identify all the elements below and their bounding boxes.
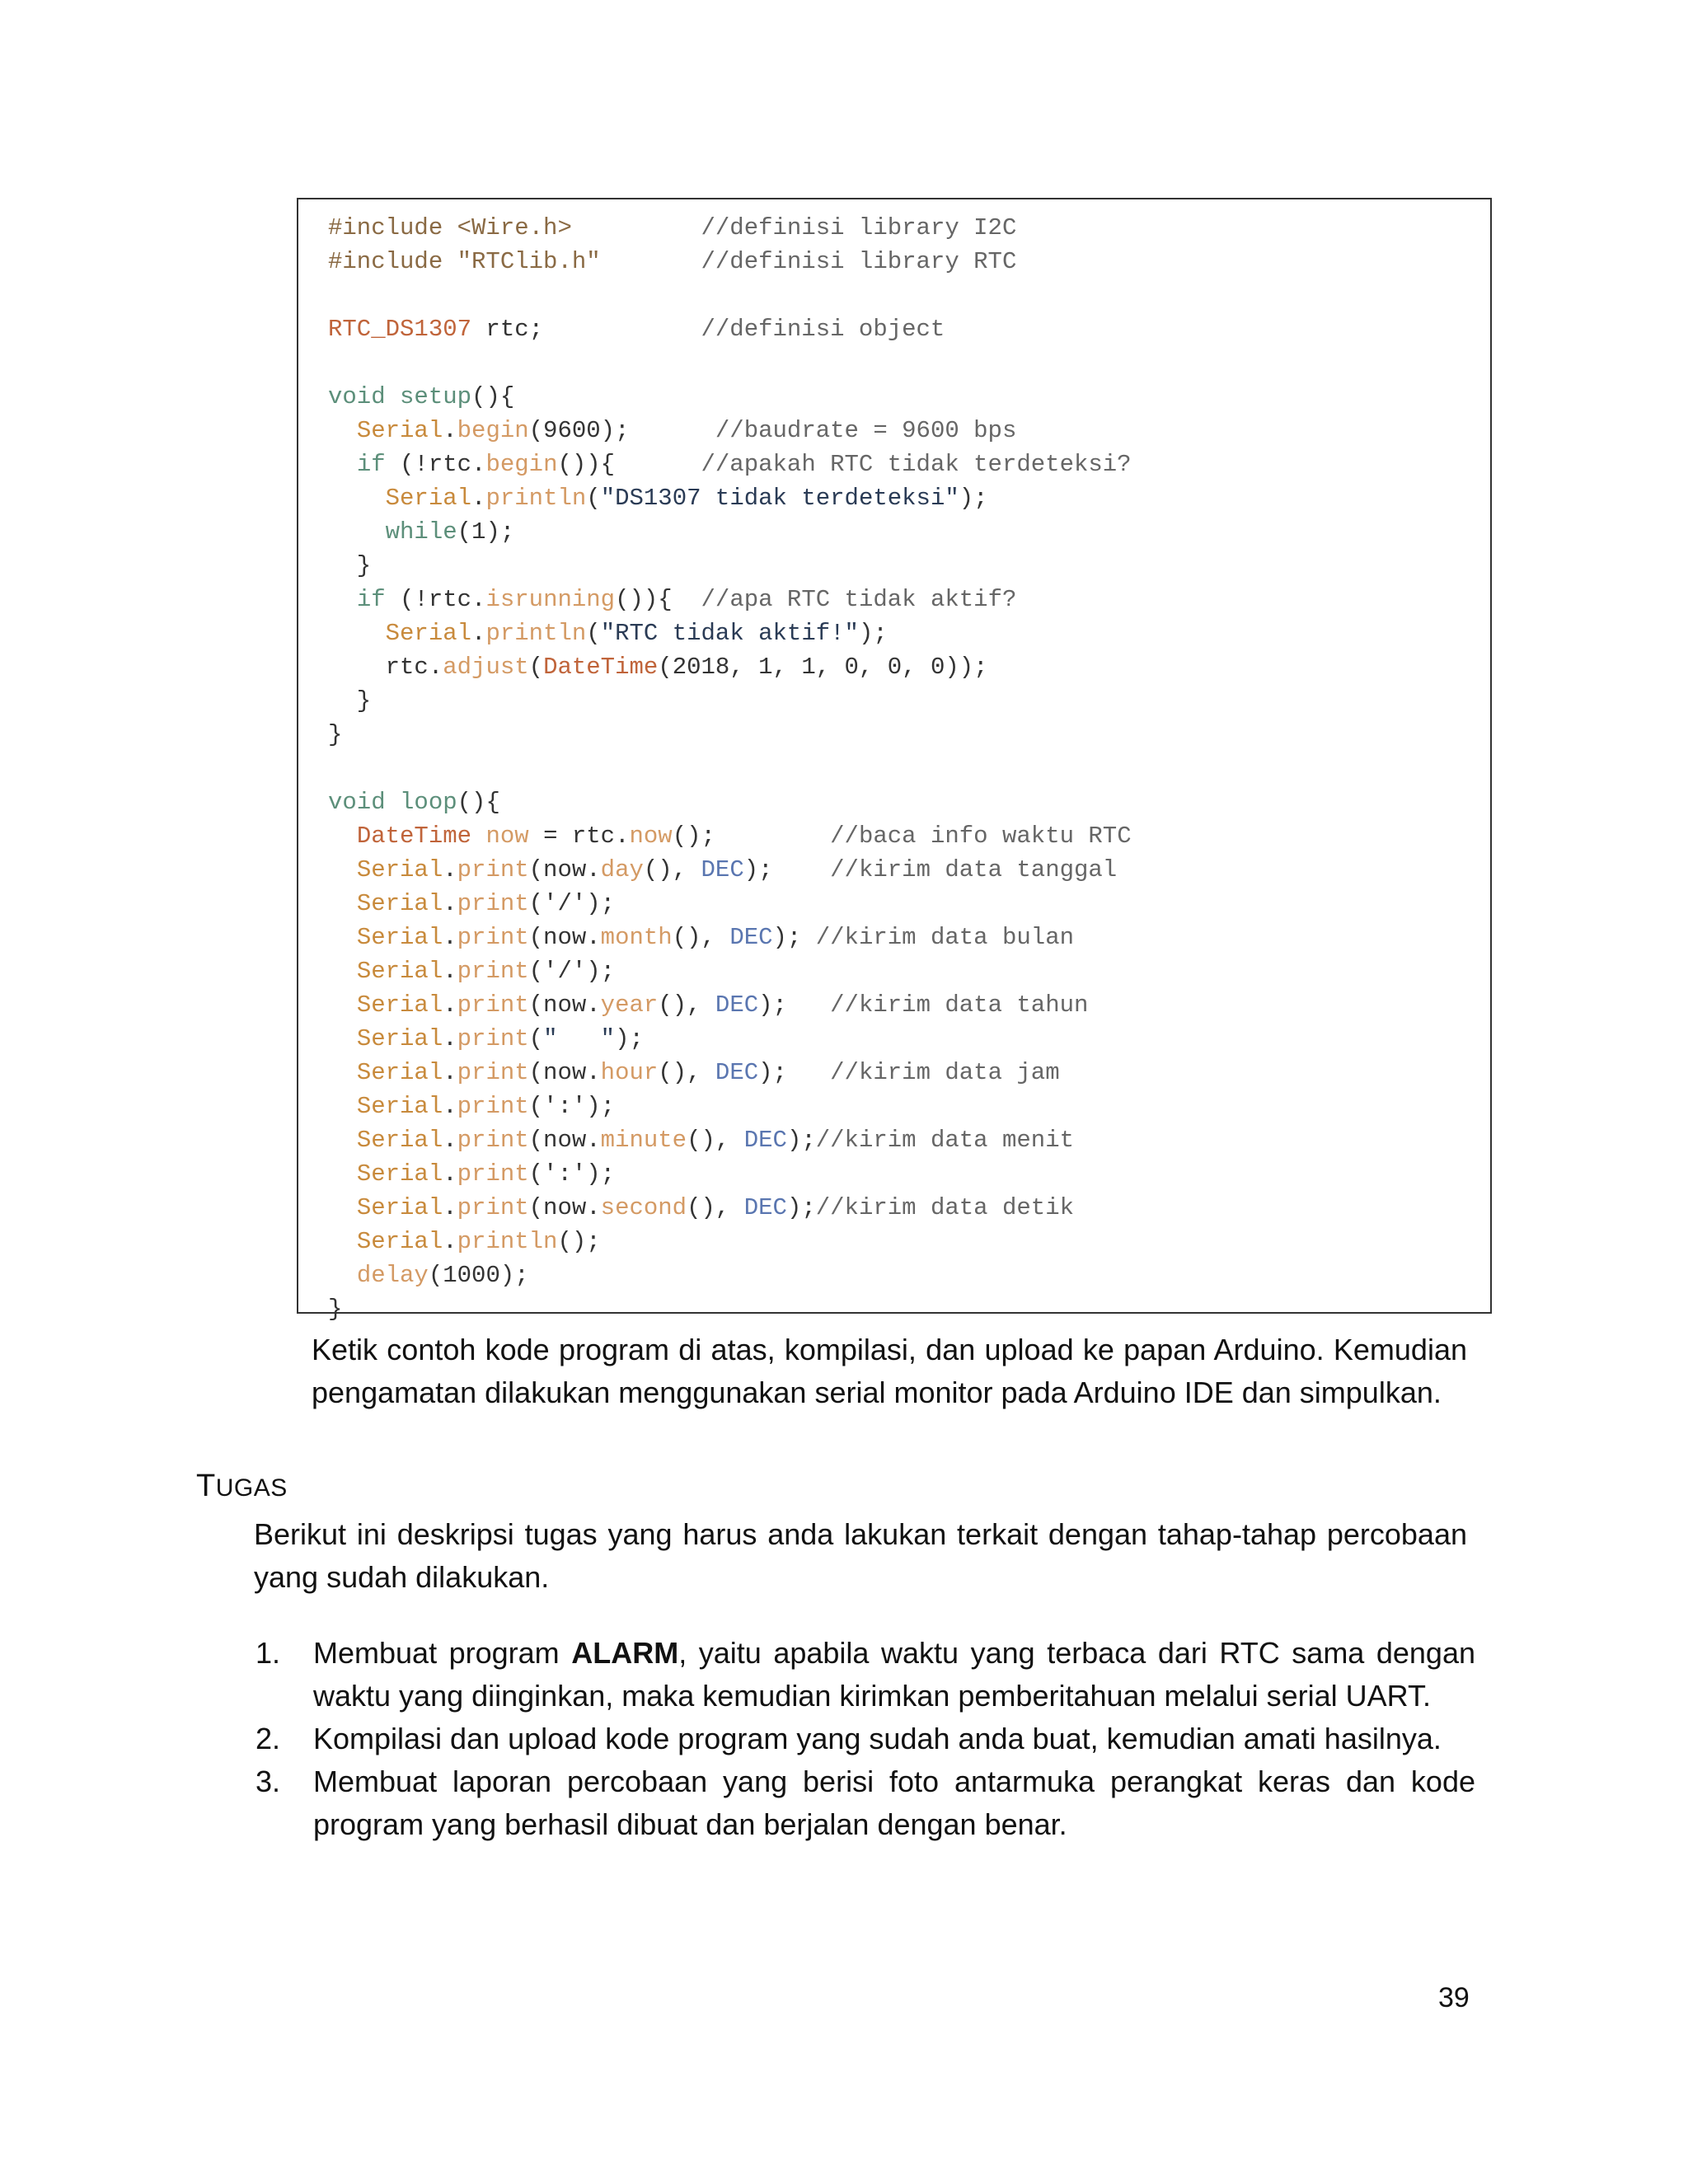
- code-token: //kirim data bulan: [815, 924, 1075, 951]
- code-token: Serial: [356, 1093, 443, 1120]
- code-token: Serial: [356, 1228, 443, 1255]
- code-token: Serial: [356, 856, 443, 883]
- code-token: rtc;: [471, 316, 701, 343]
- code-token: delay: [356, 1262, 429, 1289]
- code-line: [328, 583, 1132, 616]
- code-token: print: [457, 991, 529, 1019]
- code-token: [328, 1228, 357, 1255]
- code-token: DEC: [743, 1194, 787, 1221]
- code-line: [328, 616, 1132, 650]
- code-line: [328, 279, 1132, 312]
- code-token: RTC_DS1307: [328, 316, 472, 343]
- task-item-3: [256, 1760, 1475, 1846]
- code-token: .: [443, 1093, 457, 1120]
- code-listing: [328, 211, 1132, 1326]
- page-number: 39: [1438, 1982, 1470, 2013]
- code-token: begin: [485, 451, 558, 478]
- code-token: (){: [457, 789, 500, 816]
- code-token: isrunning: [485, 586, 616, 613]
- code-token: );: [772, 924, 816, 951]
- code-token: print: [457, 1093, 529, 1120]
- code-line: [328, 414, 1132, 448]
- task-number: 3.: [256, 1765, 281, 1798]
- code-token: (),: [672, 924, 730, 951]
- code-token: //definisi library I2C: [701, 214, 1017, 241]
- code-token: println: [485, 485, 587, 512]
- code-token: print: [457, 1025, 529, 1052]
- code-token: [328, 1093, 357, 1120]
- code-token: [328, 620, 386, 647]
- code-token: [328, 823, 357, 850]
- code-token: [328, 586, 357, 613]
- code-token: [328, 991, 357, 1019]
- code-token: [328, 417, 357, 444]
- task-text: Membuat laporan percobaan yang berisi foto antarmuka perangkat keras dan kode program yang berhasil dibuat dan berjalan dengan benar.: [313, 1765, 1475, 1841]
- code-token: if: [356, 451, 386, 478]
- code-token: (!rtc.: [385, 451, 486, 478]
- code-token: print: [457, 856, 529, 883]
- code-token: print: [457, 924, 529, 951]
- code-token: DEC: [701, 856, 744, 883]
- code-token: ()){: [615, 586, 701, 613]
- code-token: print: [457, 1059, 529, 1086]
- code-token: (2018, 1, 1, 0, 0, 0));: [658, 654, 988, 681]
- code-token: );: [786, 1194, 816, 1221]
- code-line: [328, 380, 1132, 414]
- code-token: (1000);: [428, 1262, 529, 1289]
- code-token: );: [959, 485, 988, 512]
- code-token: (: [528, 654, 544, 681]
- code-token: (),: [658, 991, 715, 1019]
- code-line: [328, 988, 1132, 1022]
- code-token: (: [528, 1025, 544, 1052]
- code-token: Serial: [356, 958, 443, 985]
- code-token: .: [443, 1127, 457, 1154]
- code-line: [328, 346, 1132, 380]
- code-line: [328, 853, 1132, 887]
- code-token: //baudrate = 9600 bps: [715, 417, 1017, 444]
- code-token: //kirim data tahun: [830, 991, 1089, 1019]
- code-token: Serial: [385, 620, 472, 647]
- code-line: [328, 650, 1132, 684]
- code-token: (now.: [528, 1127, 601, 1154]
- code-token: setup: [400, 383, 472, 410]
- code-token: (),: [658, 1059, 715, 1086]
- code-line: [328, 211, 1132, 245]
- code-token: (now.: [528, 991, 601, 1019]
- code-token: Serial: [356, 890, 443, 917]
- code-token: //apa RTC tidak aktif?: [701, 586, 1017, 613]
- code-listing-box: [297, 198, 1492, 1323]
- code-token: .: [443, 1160, 457, 1188]
- code-token: day: [600, 856, 644, 883]
- code-line: [328, 1123, 1132, 1157]
- task-text: Kompilasi dan upload kode program yang sudah anda buat, kemudian amati hasilnya.: [313, 1722, 1442, 1755]
- code-token: [328, 890, 357, 917]
- code-token: [328, 1025, 357, 1052]
- code-token: (now.: [528, 924, 601, 951]
- task-item-1: [256, 1632, 1475, 1718]
- code-token: print: [457, 1127, 529, 1154]
- heading-rest: UGAS: [215, 1474, 288, 1502]
- code-line: [328, 1090, 1132, 1123]
- code-token: [328, 1127, 357, 1154]
- code-token: .: [443, 1025, 457, 1052]
- code-token: //baca info waktu RTC: [830, 823, 1132, 850]
- code-token: second: [600, 1194, 687, 1221]
- code-token: //kirim data menit: [815, 1127, 1075, 1154]
- code-token: .: [443, 1059, 457, 1086]
- code-token: loop: [400, 789, 457, 816]
- code-token: .: [443, 924, 457, 951]
- code-token: [386, 789, 400, 816]
- code-token: DEC: [715, 1059, 759, 1086]
- code-line: [328, 1191, 1132, 1225]
- code-token: = rtc.: [528, 823, 630, 850]
- code-token: print: [457, 1194, 529, 1221]
- task-number: 2.: [256, 1722, 281, 1755]
- code-token: println: [485, 620, 587, 647]
- section-heading-tugas: [196, 1469, 288, 1504]
- code-token: //apakah RTC tidak terdeteksi?: [701, 451, 1132, 478]
- code-line: [328, 819, 1132, 853]
- code-token: adjust: [443, 654, 529, 681]
- heading-initial: T: [196, 1469, 216, 1503]
- code-token: Serial: [356, 991, 443, 1019]
- code-token: begin: [457, 417, 529, 444]
- code-line: [328, 785, 1132, 819]
- code-token: hour: [600, 1059, 659, 1086]
- instructions-paragraph: Ketik contoh kode program di atas, kompilasi, dan upload ke papan Arduino. Kemudian pengamatan dilakukan menggunakan serial monitor pada Arduino IDE dan simpulkan.: [312, 1333, 1467, 1409]
- code-token: #include "RTClib.h": [328, 248, 601, 275]
- code-token: (9600);: [528, 417, 715, 444]
- code-token: #include <Wire.h>: [328, 214, 572, 241]
- code-token: .: [471, 620, 486, 647]
- code-token: ('/');: [528, 958, 616, 985]
- task-list: [256, 1632, 1475, 1846]
- code-token: .: [443, 890, 457, 917]
- code-line: [328, 954, 1132, 988]
- code-token: while: [385, 518, 457, 546]
- code-line: [328, 549, 1132, 583]
- code-token: .: [443, 1228, 457, 1255]
- code-token: [601, 248, 701, 275]
- code-line: [328, 245, 1132, 279]
- code-token: print: [457, 890, 529, 917]
- code-token: [328, 518, 386, 546]
- code-token: .: [471, 485, 486, 512]
- code-token: .: [443, 417, 457, 444]
- code-token: );: [758, 1059, 831, 1086]
- task-number: 1.: [256, 1636, 281, 1670]
- code-line: [328, 718, 1132, 752]
- task-item-2: [256, 1718, 1475, 1760]
- code-token: Serial: [385, 485, 472, 512]
- code-token: Serial: [356, 1127, 443, 1154]
- code-token: DateTime: [356, 823, 472, 850]
- code-token: Serial: [356, 1025, 443, 1052]
- code-token: void: [328, 789, 386, 816]
- task-text-continued: , yaitu apabila waktu yang terbaca dari RTC sama dengan waktu yang diinginkan, maka kemudian kirimkan pemberitahuan melalui serial UART.: [313, 1636, 1475, 1713]
- code-token: "RTC tidak aktif!": [600, 620, 859, 647]
- code-token: [328, 451, 357, 478]
- code-token: Serial: [356, 924, 443, 951]
- code-token: [572, 214, 701, 241]
- code-line: [328, 1022, 1132, 1056]
- code-token: );: [786, 1127, 816, 1154]
- code-token: " ": [543, 1025, 616, 1052]
- code-token: //definisi library RTC: [701, 248, 1017, 275]
- code-token: void: [328, 383, 386, 410]
- code-token: (: [586, 485, 601, 512]
- task-text: Membuat program: [313, 1636, 572, 1670]
- code-token: //kirim data detik: [815, 1194, 1075, 1221]
- code-token: //kirim data tanggal: [830, 856, 1118, 883]
- code-token: (!rtc.: [385, 586, 486, 613]
- code-line: [328, 887, 1132, 921]
- code-line: [328, 481, 1132, 515]
- code-token: }: [328, 687, 372, 715]
- code-line: [328, 448, 1132, 481]
- code-token: [328, 958, 357, 985]
- code-line: [328, 312, 1132, 346]
- code-token: [386, 383, 400, 410]
- code-token: (now.: [528, 856, 601, 883]
- code-token: (1);: [457, 518, 515, 546]
- code-token: .: [443, 991, 457, 1019]
- code-token: );: [615, 1025, 644, 1052]
- code-token: //definisi object: [701, 316, 945, 343]
- code-token: "DS1307 tidak terdeteksi": [600, 485, 959, 512]
- code-token: ();: [672, 823, 831, 850]
- code-token: (now.: [528, 1059, 601, 1086]
- code-token: (now.: [528, 1194, 601, 1221]
- task-keyword: ALARM: [571, 1636, 679, 1670]
- code-token: [328, 856, 357, 883]
- code-token: [328, 485, 386, 512]
- code-token: [471, 823, 485, 850]
- code-token: ();: [557, 1228, 601, 1255]
- code-token: .: [443, 958, 457, 985]
- code-token: DateTime: [543, 654, 659, 681]
- code-token: [328, 1160, 357, 1188]
- section-intro-paragraph: Berikut ini deskripsi tugas yang harus anda lakukan terkait dengan tahap-tahap percobaan yang sudah dilakukan.: [254, 1517, 1467, 1594]
- code-token: DEC: [743, 1127, 787, 1154]
- code-token: DEC: [729, 924, 773, 951]
- code-token: now: [485, 823, 529, 850]
- code-token: (),: [687, 1127, 744, 1154]
- code-token: .: [443, 856, 457, 883]
- code-token: (),: [643, 856, 701, 883]
- code-line: [328, 921, 1132, 954]
- code-token: [328, 1194, 357, 1221]
- code-line: [328, 515, 1132, 549]
- code-token: print: [457, 1160, 529, 1188]
- code-token: [328, 1059, 357, 1086]
- code-token: print: [457, 958, 529, 985]
- code-token: Serial: [356, 1059, 443, 1086]
- code-token: (':');: [528, 1160, 616, 1188]
- code-line: [328, 1157, 1132, 1191]
- code-token: (: [586, 620, 601, 647]
- code-line: [328, 752, 1132, 785]
- code-token: .: [443, 1194, 457, 1221]
- code-token: }: [328, 1296, 343, 1323]
- code-line: [328, 1258, 1132, 1292]
- code-token: [328, 1262, 357, 1289]
- code-token: println: [457, 1228, 558, 1255]
- code-token: //kirim data jam: [830, 1059, 1060, 1086]
- code-token: DEC: [715, 991, 759, 1019]
- code-token: Serial: [356, 417, 443, 444]
- code-token: Serial: [356, 1194, 443, 1221]
- code-token: [328, 924, 357, 951]
- code-token: year: [600, 991, 659, 1019]
- code-token: if: [356, 586, 386, 613]
- code-token: rtc.: [328, 654, 443, 681]
- code-line: [328, 684, 1132, 718]
- code-line: [328, 1292, 1132, 1326]
- code-line: [328, 1225, 1132, 1258]
- code-token: month: [600, 924, 673, 951]
- code-token: );: [743, 856, 831, 883]
- code-line: [328, 1056, 1132, 1090]
- code-token: Serial: [356, 1160, 443, 1188]
- code-token: }: [328, 721, 343, 748]
- code-token: }: [328, 552, 372, 579]
- code-token: ('/');: [528, 890, 616, 917]
- code-token: minute: [600, 1127, 687, 1154]
- code-token: ()){: [557, 451, 701, 478]
- code-token: );: [758, 991, 831, 1019]
- code-token: now: [629, 823, 673, 850]
- code-token: (':');: [528, 1093, 616, 1120]
- code-token: (),: [687, 1194, 744, 1221]
- code-token: );: [858, 620, 888, 647]
- code-token: (){: [471, 383, 515, 410]
